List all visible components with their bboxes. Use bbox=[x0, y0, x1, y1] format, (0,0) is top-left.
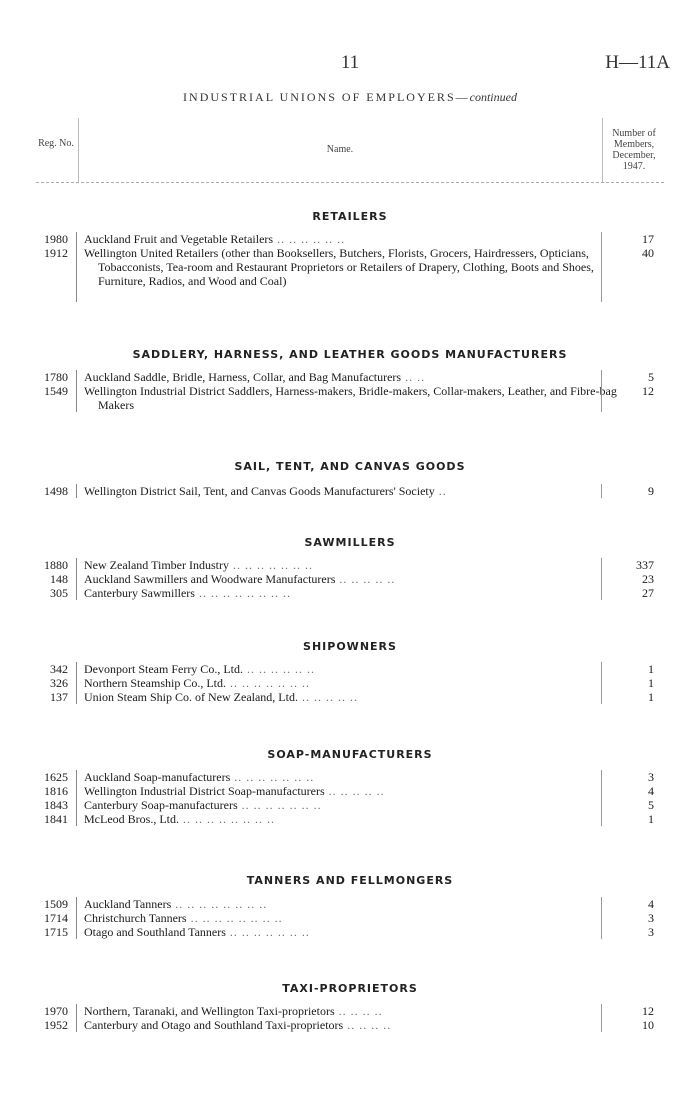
row-divider bbox=[601, 784, 602, 798]
row-divider bbox=[601, 770, 602, 784]
member-count: 1 bbox=[648, 690, 654, 704]
row-divider bbox=[601, 558, 602, 572]
reg-number: 1970 bbox=[44, 1004, 68, 1018]
union-name bbox=[84, 232, 604, 246]
member-count: 3 bbox=[648, 911, 654, 925]
union-name-text: Christchurch Tanners bbox=[84, 911, 187, 925]
dot-leader: .. .. .. .. bbox=[334, 1004, 383, 1018]
union-name bbox=[84, 384, 618, 412]
union-name-text: Wellington United Retailers (other than Booksellers, Butchers, Florists, Grocers, Hairdressers, Opticians, Tobacconists, Tea-room and Restaurant Proprietors or Retailers of Drapery, Clothing, Boots and Shoes, Furniture, Radios, and Wood and Coal) bbox=[84, 246, 594, 288]
row-divider bbox=[76, 662, 77, 676]
reg-number: 1498 bbox=[44, 484, 68, 498]
union-name bbox=[84, 690, 604, 704]
row-divider bbox=[601, 676, 602, 690]
row-divider bbox=[76, 812, 77, 826]
dot-leader: .. .. .. .. .. .. bbox=[242, 662, 315, 676]
reg-number: 1843 bbox=[44, 798, 68, 812]
member-count: 4 bbox=[648, 784, 654, 798]
row-divider bbox=[601, 925, 602, 939]
dot-leader: .. .. .. .. .. bbox=[297, 690, 358, 704]
union-name bbox=[84, 798, 604, 812]
section-title: SAIL, TENT, AND CANVAS GOODS bbox=[234, 460, 466, 473]
dot-leader: .. .. .. .. .. .. .. bbox=[225, 676, 310, 690]
union-name-text: Northern, Taranaki, and Wellington Taxi-proprietors bbox=[84, 1004, 335, 1018]
union-name bbox=[84, 911, 604, 925]
row-divider bbox=[76, 370, 77, 384]
union-name-text: Wellington Industrial District Soap-manufacturers bbox=[84, 784, 325, 798]
row-divider bbox=[76, 676, 77, 690]
member-count: 5 bbox=[648, 370, 654, 384]
union-name-text: Northern Steamship Co., Ltd. bbox=[84, 676, 226, 690]
member-count: 1 bbox=[648, 812, 654, 826]
row-divider bbox=[601, 572, 602, 586]
union-name bbox=[84, 484, 604, 498]
row-divider bbox=[76, 246, 77, 302]
union-name bbox=[84, 1004, 604, 1018]
union-name-text: Union Steam Ship Co. of New Zealand, Ltd. bbox=[84, 690, 298, 704]
row-divider bbox=[601, 897, 602, 911]
column-divider bbox=[602, 118, 603, 182]
running-title bbox=[0, 90, 700, 105]
reg-number: 1509 bbox=[44, 897, 68, 911]
row-divider bbox=[76, 1018, 77, 1032]
members-header: Number of Members, December, 1947. bbox=[612, 128, 656, 172]
reg-number: 1912 bbox=[44, 246, 68, 260]
row-divider bbox=[601, 586, 602, 600]
union-name bbox=[84, 662, 604, 676]
row-divider bbox=[601, 812, 602, 826]
dot-leader: .. .. bbox=[401, 370, 426, 384]
reg-number: 1780 bbox=[44, 370, 68, 384]
union-name-text: McLeod Bros., Ltd. bbox=[84, 812, 179, 826]
union-name-text: Otago and Southland Tanners bbox=[84, 925, 226, 939]
table-row bbox=[36, 812, 664, 826]
reg-number: 148 bbox=[50, 572, 68, 586]
union-name-text: Auckland Saddle, Bridle, Harness, Collar, and Bag Manufacturers bbox=[84, 370, 402, 384]
reg-number: 1841 bbox=[44, 812, 68, 826]
reg-number: 342 bbox=[50, 662, 68, 676]
member-count: 10 bbox=[642, 1018, 654, 1032]
member-count: 12 bbox=[642, 1004, 654, 1018]
dot-leader: .. .. .. .. .. .. .. bbox=[225, 925, 310, 939]
union-name bbox=[84, 812, 604, 826]
union-name bbox=[84, 1018, 604, 1032]
union-name bbox=[84, 558, 604, 572]
section-title: TAXI-PROPRIETORS bbox=[282, 982, 418, 995]
union-name bbox=[84, 784, 604, 798]
union-name-text: Canterbury Soap-manufacturers bbox=[84, 798, 238, 812]
reg-number: 326 bbox=[50, 676, 68, 690]
union-name-text: Canterbury and Otago and Southland Taxi-proprietors bbox=[84, 1018, 344, 1032]
union-name-text: Auckland Tanners bbox=[84, 897, 172, 911]
reg-number: 1714 bbox=[44, 911, 68, 925]
row-divider bbox=[76, 784, 77, 798]
union-name bbox=[84, 572, 604, 586]
table-row bbox=[36, 246, 664, 302]
table-row bbox=[36, 384, 664, 412]
row-divider bbox=[76, 384, 77, 412]
section-title: SOAP-MANUFACTURERS bbox=[267, 748, 433, 761]
row-divider bbox=[76, 558, 77, 572]
row-divider bbox=[601, 484, 602, 498]
table-row bbox=[36, 586, 664, 600]
union-name bbox=[84, 370, 604, 384]
member-count: 1 bbox=[648, 676, 654, 690]
member-count: 9 bbox=[648, 484, 654, 498]
row-divider bbox=[601, 1004, 602, 1018]
union-name bbox=[84, 676, 604, 690]
table-row bbox=[36, 370, 664, 384]
table-row bbox=[36, 925, 664, 939]
table-row bbox=[36, 558, 664, 572]
running-title-continued: continued bbox=[469, 90, 517, 104]
row-divider bbox=[601, 798, 602, 812]
table-row bbox=[36, 572, 664, 586]
reg-number: 1952 bbox=[44, 1018, 68, 1032]
union-name bbox=[84, 586, 604, 600]
member-count: 17 bbox=[642, 232, 654, 246]
row-divider bbox=[76, 770, 77, 784]
reg-number: 1625 bbox=[44, 770, 68, 784]
table-row bbox=[36, 1004, 664, 1018]
union-name-text: Auckland Fruit and Vegetable Retailers bbox=[84, 232, 274, 246]
union-name-text: New Zealand Timber Industry bbox=[84, 558, 229, 572]
dot-leader: .. .. .. .. .. .. .. bbox=[228, 558, 313, 572]
dot-leader: .. .. .. .. .. bbox=[324, 784, 385, 798]
table-row bbox=[36, 1018, 664, 1032]
dot-leader: .. .. .. .. .. .. .. .. bbox=[194, 586, 291, 600]
dot-leader: .. .. .. .. .. .. .. .. bbox=[186, 911, 283, 925]
row-divider bbox=[76, 232, 77, 246]
reg-no-header: Reg. No. bbox=[38, 138, 74, 149]
member-count: 12 bbox=[642, 384, 654, 398]
union-name-text: Devonport Steam Ferry Co., Ltd. bbox=[84, 662, 243, 676]
column-header bbox=[36, 118, 664, 183]
row-divider bbox=[76, 690, 77, 704]
row-divider bbox=[76, 798, 77, 812]
column-divider bbox=[78, 118, 79, 182]
table-row bbox=[36, 662, 664, 676]
row-divider bbox=[601, 662, 602, 676]
table-row bbox=[36, 911, 664, 925]
reg-number: 1816 bbox=[44, 784, 68, 798]
reg-number: 1980 bbox=[44, 232, 68, 246]
union-name-text: Canterbury Sawmillers bbox=[84, 586, 195, 600]
row-divider bbox=[76, 925, 77, 939]
dot-leader: .. .. .. .. .. .. bbox=[273, 232, 346, 246]
member-count: 3 bbox=[648, 925, 654, 939]
table-row bbox=[36, 897, 664, 911]
member-count: 4 bbox=[648, 897, 654, 911]
row-divider bbox=[76, 1004, 77, 1018]
row-divider bbox=[601, 911, 602, 925]
row-divider bbox=[76, 911, 77, 925]
dot-leader: .. .. .. .. .. .. .. .. bbox=[179, 812, 275, 826]
union-name-text: Wellington District Sail, Tent, and Canvas Goods Manufacturers' Society bbox=[84, 484, 435, 498]
union-name bbox=[84, 246, 618, 288]
member-count: 3 bbox=[648, 770, 654, 784]
table-row bbox=[36, 770, 664, 784]
union-name-text: Auckland Sawmillers and Woodware Manufacturers bbox=[84, 572, 336, 586]
member-count: 1 bbox=[648, 662, 654, 676]
union-name bbox=[84, 897, 604, 911]
row-divider bbox=[76, 586, 77, 600]
section-title: SHIPOWNERS bbox=[303, 640, 397, 653]
reg-number: 1715 bbox=[44, 925, 68, 939]
section-title: SAWMILLERS bbox=[304, 536, 396, 549]
row-divider bbox=[601, 370, 602, 384]
row-divider bbox=[601, 384, 602, 412]
member-count: 23 bbox=[642, 572, 654, 586]
row-divider bbox=[601, 690, 602, 704]
table-row bbox=[36, 784, 664, 798]
section-title: TANNERS AND FELLMONGERS bbox=[246, 874, 454, 887]
name-header: Name. bbox=[326, 144, 354, 155]
dot-leader: .. bbox=[434, 484, 447, 498]
reg-number: 305 bbox=[50, 586, 68, 600]
union-name-text: Wellington Industrial District Saddlers, Harness-makers, Bridle-makers, Collar-makers, Leather, and Fibre-bag Makers bbox=[84, 384, 617, 412]
row-divider bbox=[76, 484, 77, 498]
row-divider bbox=[601, 232, 602, 246]
table-row bbox=[36, 690, 664, 704]
row-divider bbox=[76, 572, 77, 586]
table-row bbox=[36, 232, 664, 246]
member-count: 5 bbox=[648, 798, 654, 812]
reg-number: 1880 bbox=[44, 558, 68, 572]
reg-number: 137 bbox=[50, 690, 68, 704]
dot-leader: .. .. .. .. .. .. .. .. bbox=[171, 897, 268, 911]
union-name-text: Auckland Soap-manufacturers bbox=[84, 770, 231, 784]
table-row bbox=[36, 484, 664, 498]
table-row bbox=[36, 676, 664, 690]
union-name bbox=[84, 925, 604, 939]
member-count: 27 bbox=[642, 586, 654, 600]
document-reference: H—11A bbox=[605, 52, 670, 73]
running-title-text: INDUSTRIAL UNIONS OF EMPLOYERS— bbox=[183, 90, 470, 104]
section-title: SADDLERY, HARNESS, AND LEATHER GOODS MANUFACTURERS bbox=[132, 348, 568, 361]
row-divider bbox=[601, 1018, 602, 1032]
section-title: RETAILERS bbox=[312, 210, 388, 223]
reg-number: 1549 bbox=[44, 384, 68, 398]
dot-leader: .. .. .. .. .. bbox=[335, 572, 396, 586]
page-number: 11 bbox=[340, 52, 360, 73]
member-count: 40 bbox=[642, 246, 654, 260]
table-row bbox=[36, 798, 664, 812]
dot-leader: .. .. .. .. bbox=[343, 1018, 392, 1032]
union-name bbox=[84, 770, 604, 784]
row-divider bbox=[76, 897, 77, 911]
dot-leader: .. .. .. .. .. .. .. bbox=[237, 798, 322, 812]
row-divider bbox=[601, 246, 602, 302]
member-count: 337 bbox=[636, 558, 654, 572]
dot-leader: .. .. .. .. .. .. .. bbox=[230, 770, 315, 784]
